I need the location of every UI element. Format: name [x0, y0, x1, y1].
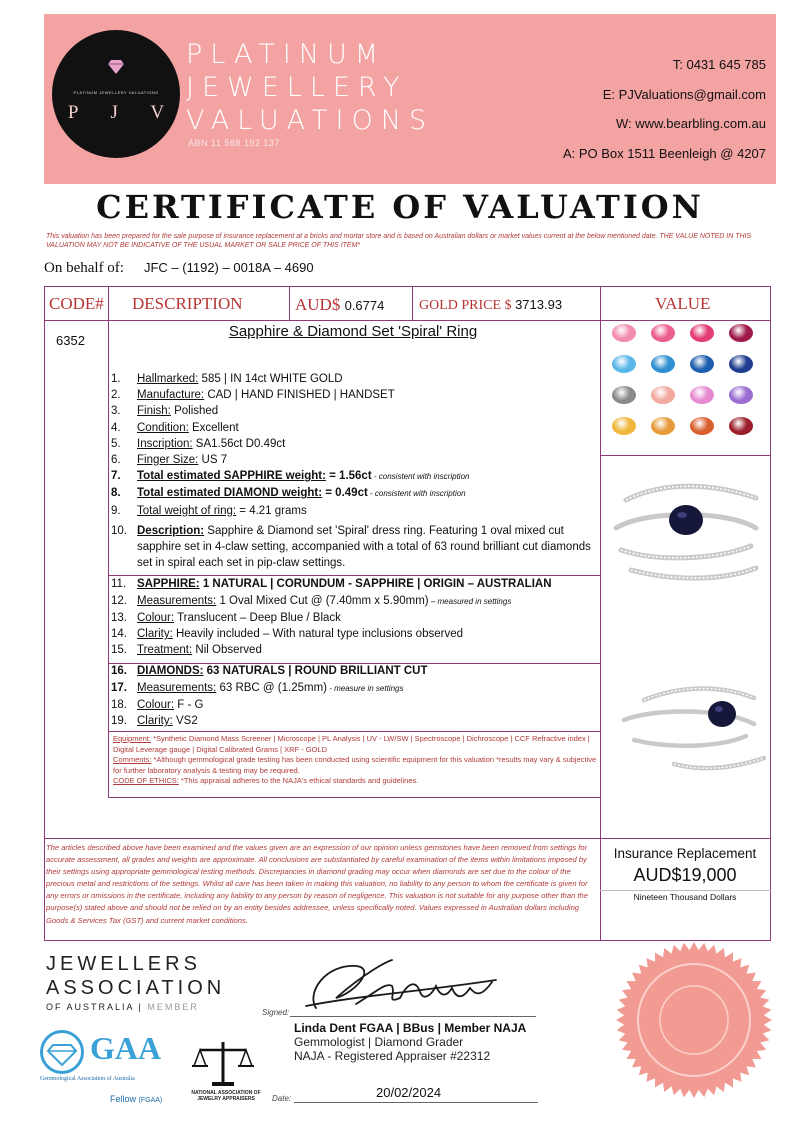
row-label: Colour: [137, 698, 175, 711]
gem-swatch [723, 322, 759, 350]
insurance-amount: AUD$19,000 [633, 865, 737, 885]
gold-price-header [419, 297, 562, 314]
ring-image-top [606, 470, 766, 590]
row-value: = 0.49ct [322, 487, 368, 500]
row-number: 3. [111, 405, 121, 418]
row-number: 9. [111, 504, 121, 517]
header-divider-2 [412, 286, 413, 320]
detail-row [111, 403, 601, 419]
row-number: 14. [111, 628, 127, 641]
detail-row [111, 610, 601, 626]
aud-header [295, 295, 384, 315]
gem-swatch [645, 384, 681, 412]
row-value: SA1.56ct D0.49ct [192, 437, 286, 450]
ja-line-1: JEWELLERS [46, 953, 201, 975]
row-value: Translucent – Deep Blue / Black [174, 611, 341, 624]
row-number: 1. [111, 373, 121, 385]
gem-swatch [606, 384, 642, 412]
equipment-text: *Synthetic Diamond Mass Screener | Microscope | PL Analysis | UV - LW/SW | Spectroscope | Dichroscope | CCF Refractive index | Digital Leverage gauge | Digital Calibrated Grams | XRF - GOLD [113, 734, 590, 754]
date-label: Date: [272, 1094, 292, 1103]
date-line [294, 1102, 538, 1103]
equipment-notes [113, 734, 599, 787]
signed-label: Signed: [262, 1008, 290, 1017]
row-number: 15. [111, 644, 127, 657]
gem-swatch [723, 353, 759, 381]
gem-oval [729, 324, 753, 342]
table-header-divider [44, 320, 771, 321]
item-code: 6352 [56, 333, 85, 348]
ja-member: MEMBER [147, 1002, 199, 1012]
row-label: DIAMONDS: [137, 665, 204, 678]
embossed-seal-icon [614, 940, 774, 1100]
sapphire-row [111, 576, 601, 592]
gaa-logo-text: GAA [90, 1030, 162, 1066]
row-value: Polished [170, 405, 219, 418]
fellow-tag: (FGAA) [138, 1097, 163, 1104]
row-value: 63 RBC @ (1.25mm) [216, 681, 327, 694]
ethics-line [113, 776, 599, 787]
row-number: 2. [111, 389, 121, 402]
code-header: CODE# [49, 294, 104, 313]
gem-swatch [606, 353, 642, 381]
row-value: Excellent [188, 421, 239, 434]
gem-oval [690, 417, 714, 435]
row-value: US 7 [198, 454, 228, 467]
value-header: VALUE [655, 294, 711, 313]
detail-row [111, 387, 601, 403]
row-note: - consistent with inscription [371, 472, 470, 482]
gem-oval [612, 417, 636, 435]
behalf-reference: JFC – (1192) – 0018A – 4690 [143, 260, 314, 275]
row-value: 1 Oval Mixed Cut @ (7.40mm x 5.90mm) [216, 594, 429, 607]
header-divider-1 [289, 286, 290, 320]
comments-text: *Although gemmological grade testing has been conducted using scientific equipment for this valuation *results may vary & subjective for further laboratory analysis & testing may be required. [113, 755, 597, 775]
row-value: VS2 [172, 715, 198, 728]
row-label: Condition: [137, 421, 189, 434]
behalf-label: On behalf of: [44, 260, 124, 276]
aud-value: 0.6774 [344, 298, 385, 313]
row-note: - measure in settings [327, 683, 404, 693]
gem-oval [690, 324, 714, 342]
detail-row [111, 642, 601, 658]
gem-oval [690, 355, 714, 373]
brand-name [186, 38, 434, 137]
signature-line [290, 1016, 536, 1017]
brand-line-3: VALUATIONS [186, 105, 435, 136]
row-label: Description: [137, 524, 205, 537]
gaa-emblem-icon [40, 1030, 84, 1074]
row-number: 4. [111, 421, 121, 434]
row-note: – measured in settings [428, 596, 512, 606]
row-label: Total estimated SAPPHIRE weight: [137, 470, 326, 483]
row-label: Clarity: [137, 628, 173, 641]
row-number: 11. [111, 578, 127, 591]
phone: T: 0431 645 785 [672, 57, 766, 72]
certificate-title: CERTIFICATE OF VALUATION [96, 188, 704, 226]
row-label: Hallmarked: [137, 373, 199, 385]
row-value: 585 | IN 14ct WHITE GOLD [198, 373, 343, 385]
diamonds-row [111, 663, 601, 679]
row-label: Total weight of ring: [137, 504, 237, 517]
row-label: SAPPHIRE: [137, 578, 200, 591]
signer-name: Linda Dent FGAA | BBus | Member NAJA [294, 1021, 527, 1035]
row-number: 12. [111, 594, 127, 607]
gem-oval [729, 355, 753, 373]
gem-oval [729, 386, 753, 404]
description-header: DESCRIPTION [132, 294, 243, 313]
detail-row [111, 420, 601, 436]
gem-oval [612, 355, 636, 373]
detail-row [111, 436, 601, 452]
row-label: Manufacture: [137, 389, 205, 402]
diamond-icon [108, 60, 124, 74]
row-number: 18. [111, 698, 127, 711]
logo-tagline: PLATINUM JEWELLERY VALUATIONS [73, 90, 159, 95]
gem-swatch [684, 384, 720, 412]
row-number: 16. [111, 665, 127, 678]
gem-swatch [684, 415, 720, 443]
row-label: Measurements: [137, 594, 217, 607]
gaa-subtitle: Gemmological Association of Australia [40, 1076, 135, 1082]
on-behalf-of [44, 260, 314, 277]
disclaimer: This valuation has been prepared for the sale purpose of insurance replacement at a bricks and mortar store and is based on Australian dollars or market values current at the below mentioned date. THE VALUE NOTED IN THIS VALUATION MAY NOT BE INDICATIVE OF THE USUAL MARKET OR SALE PRICE OF THIS ITEM* [46, 233, 752, 249]
gold-price-value: 3713.93 [515, 297, 563, 312]
detail-row [111, 452, 601, 468]
pjv-logo [52, 30, 180, 158]
equipment-line [113, 734, 599, 755]
row-value: Sapphire & Diamond set 'Spiral' dress ring. Featuring 1 oval mixed cut sapphire set in 4-claw setting, accompanied with a total of 63 round brilliant cut diamonds set in spiral each set in pip-claw settings. [137, 524, 591, 570]
row-value: F - G [174, 698, 204, 711]
value-divider [600, 455, 771, 456]
section-divider-3 [108, 731, 600, 732]
fellow-label: Fellow [110, 1094, 139, 1104]
brand-line-2: JEWELLERY [186, 72, 408, 103]
gem-swatch [645, 322, 681, 350]
row-label: Colour: [137, 611, 175, 624]
row-label: Inscription: [137, 437, 193, 450]
item-details [111, 371, 601, 729]
row-value: Nil Observed [192, 644, 262, 657]
section-divider-4 [108, 797, 600, 798]
row-value: = 1.56ct [325, 470, 372, 483]
gem-swatch [645, 353, 681, 381]
row-number: 7. [111, 470, 121, 483]
gem-oval [651, 417, 675, 435]
ja-line-3 [46, 1002, 206, 1012]
detail-row [111, 468, 601, 485]
comments-line [113, 755, 599, 776]
ja-line-2: ASSOCIATION [46, 977, 226, 999]
website: W: www.bearbling.com.au [615, 116, 766, 131]
gem-oval [729, 417, 753, 435]
detail-row [111, 371, 601, 387]
insurance-box [600, 838, 770, 902]
scales-icon [190, 1036, 256, 1090]
terms-fine-print: The articles described above have been examined and the values given are an expression of our opinion unless gemstones have been removed from settings for accurate assessment, all grades and weights are approximate. All conclusions are substantiated by careful examination of the items within limitations imposed by their settings using appropriate gemmological testing methods. Discrepancies in diamond grading may occur when diamonds are set due to the colour of the precious metal and restrictions of the settings. Whilst all care has been taken in making this valuation, no liability to any person to whom the certificate is given for any errors or omissions in the certificate, including any liability to any person by reason of negligence. This valuation is not suitable for any purpose other than the purpose(s) stated above and should not be relied on by an entity besides addressee, unless specifically noted. Values expressed in Australian dollars including Goods & Services Tax (GST) and current market conditions. [46, 843, 588, 925]
row-label: Clarity: [137, 715, 173, 728]
brand-line-1: PLATINUM [186, 39, 387, 70]
naja-name: NATIONAL ASSOCIATION OF JEWELRY APPRAISERS [191, 1090, 261, 1102]
gem-swatch [723, 415, 759, 443]
ethics-label: CODE OF ETHICS: [113, 776, 179, 785]
gem-oval [690, 386, 714, 404]
gem-oval [651, 386, 675, 404]
row-number: 19. [111, 715, 127, 728]
valuation-date: 20/02/2024 [376, 1085, 442, 1100]
logo-initials: P J V [67, 102, 179, 123]
equipment-label: Equipment: [113, 734, 151, 743]
gem-swatch [645, 415, 681, 443]
jewellers-association-logo [46, 952, 226, 1012]
email: E: PJValuations@gmail.com [602, 86, 766, 102]
insurance-heading: Insurance Replacement [613, 846, 757, 861]
gem-swatch [606, 415, 642, 443]
detail-row [111, 503, 601, 519]
row-label: Measurements: [137, 681, 217, 694]
address: A: PO Box 1511 Beenleigh @ 4207 [562, 145, 766, 161]
row-value: 1 NATURAL | CORUNDUM - SAPPHIRE | ORIGIN – AUSTRALIAN [199, 578, 552, 591]
ring-image-bottom [614, 680, 766, 780]
row-label: Finger Size: [137, 454, 199, 467]
gem-swatch [684, 353, 720, 381]
row-number: 10. [111, 524, 127, 537]
gem-swatch [684, 322, 720, 350]
row-note: - consistent with inscription [367, 489, 466, 499]
row-value: Heavily included – With natural type inclusions observed [172, 628, 463, 641]
row-label: Finish: [137, 405, 171, 418]
row-number: 8. [111, 487, 121, 500]
row-value: CAD | HAND FINISHED | HANDSET [204, 389, 395, 402]
comments-label: Comments: [113, 755, 152, 764]
row-label: Total estimated DIAMOND weight: [137, 487, 323, 500]
gem-oval [612, 324, 636, 342]
signer-title: Gemmologist | Diamond Grader [294, 1035, 464, 1049]
detail-row [111, 713, 601, 729]
gem-oval [651, 324, 675, 342]
signer-block [294, 1021, 526, 1063]
abn-number: ABN 11 588 192 137 [188, 138, 280, 148]
aud-label: AUD$ [295, 295, 341, 314]
ja-of-australia: OF AUSTRALIA | [46, 1002, 148, 1012]
detail-row [111, 593, 601, 610]
gem-swatch [606, 322, 642, 350]
signature-image [296, 952, 506, 1016]
gem-swatch [723, 384, 759, 412]
item-title: Sapphire & Diamond Set 'Spiral' Ring [228, 323, 478, 340]
detail-row [111, 626, 601, 642]
diamond-icon [43, 1033, 81, 1071]
ethics-text: *This appraisal adheres to the NAJA's ethical standards and guidelines. [178, 776, 419, 785]
letterhead [44, 14, 776, 184]
code-column-divider [108, 286, 109, 797]
insurance-amount-words: Nineteen Thousand Dollars [633, 892, 737, 902]
signer-registration: NAJA - Registered Appraiser #22312 [294, 1049, 491, 1063]
detail-row [111, 680, 601, 697]
row-number: 6. [111, 454, 121, 467]
description-row [111, 523, 601, 572]
row-label: Treatment: [137, 644, 193, 657]
gold-price-label: GOLD PRICE $ [419, 298, 512, 313]
detail-row [111, 697, 601, 713]
row-value: = 4.21 grams [236, 504, 307, 517]
gem-oval [651, 355, 675, 373]
fellow-badge [110, 1094, 162, 1104]
row-value: 63 NATURALS | ROUND BRILLIANT CUT [203, 665, 428, 678]
row-number: 5. [111, 437, 121, 450]
row-number: 17. [111, 681, 127, 694]
gem-oval [612, 386, 636, 404]
insurance-underline [600, 890, 771, 891]
detail-row [111, 485, 601, 502]
contact-block [563, 50, 766, 168]
row-number: 13. [111, 611, 127, 624]
